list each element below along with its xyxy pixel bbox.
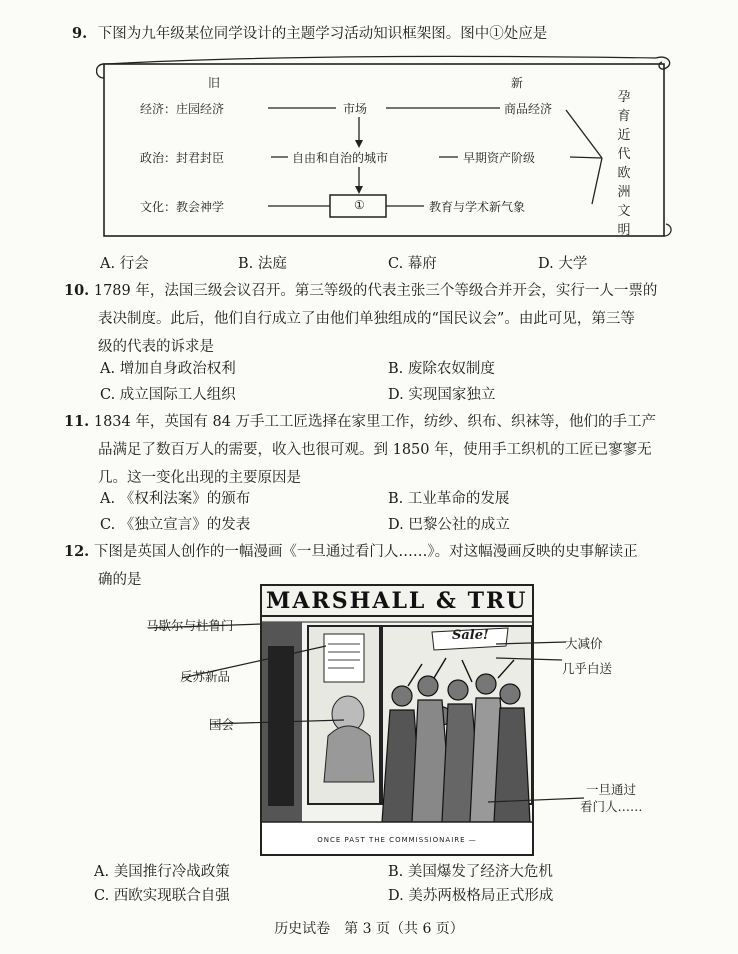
q11-number: 11. (64, 413, 90, 430)
label-big-sale: 大减价 (565, 636, 603, 651)
q9-old-label: 旧 (208, 76, 221, 90)
q9-stem (72, 20, 547, 48)
q9-row2-mid: 自由和自治的城市 (292, 151, 389, 165)
q12-option-d: D. 美苏两极格局正式形成 (388, 888, 554, 904)
label-marshall-truman: 马歇尔与杜鲁门 (146, 618, 234, 633)
q9-row3-label: 文化：教会神学 (140, 200, 225, 214)
q9-row1-right: 商品经济 (504, 102, 553, 116)
q9-number: 9. (72, 25, 88, 42)
q9-new-label: 新 (511, 76, 524, 90)
q12-number: 12. (64, 543, 90, 560)
q9-row2-right: 早期资产阶级 (463, 151, 536, 165)
q12-option-c: C. 西欧实现联合自强 (94, 888, 230, 904)
q9-option-a: A. 行会 (100, 256, 149, 272)
q11-option-d: D. 巴黎公社的成立 (388, 517, 510, 533)
q9-stem-text: 下图为九年级某位同学设计的主题学习活动知识框架图。图中①处应是 (97, 26, 548, 42)
q12-option-b: B. 美国爆发了经济大危机 (388, 864, 553, 880)
q10-option-b: B. 废除农奴制度 (388, 361, 495, 377)
label-almost-free: 几乎白送 (562, 661, 613, 676)
cartoon-sign: MARSHALL & TRU (266, 588, 528, 614)
q9-right-column: 孕 育 近 代 欧 洲 文 明 (617, 90, 631, 238)
q11-option-b: B. 工业革命的发展 (388, 491, 510, 507)
q9-row2-label: 政治：封君封臣 (140, 151, 225, 165)
q9-option-d: D. 大学 (538, 256, 588, 272)
label-once-past-1: 一旦通过 (586, 782, 637, 797)
q11-option-c: C. 《独立宣言》的发表 (100, 517, 251, 533)
q11-option-a: A. 《权利法案》的颁布 (100, 491, 251, 507)
q12-stem: 12. 下图是英国人创作的一幅漫画《一旦通过看门人……》。对这幅漫画反映的史事解读正 确的是 (64, 543, 638, 588)
q10-number: 10. (64, 282, 90, 299)
q12-option-a: A. 美国推行冷战政策 (94, 864, 230, 880)
label-once-past-2: 看门人…… (580, 799, 643, 814)
q10-option-c: C. 成立国际工人组织 (100, 387, 236, 403)
q10-stem: 10. 1789 年，法国三级会议召开。第三等级的代表主张三个等级合并开会，实行一人一票的 表决制度。此后，他们自行成立了由他们单独组成的“国民议会”。由此可见，第三等 级的代表的诉求是 (64, 282, 658, 355)
cartoon-sale-sign: Sale! (452, 628, 489, 643)
q10-option-d: D. 实现国家独立 (388, 387, 496, 403)
page-footer: 历史试卷 第 3 页（共 6 页） (274, 921, 464, 937)
q9-row3-right: 教育与学术新气象 (429, 200, 526, 214)
q9-row1-label: 经济：庄园经济 (140, 102, 225, 116)
q10-option-a: A. 增加自身政治权利 (100, 361, 236, 377)
q9-option-c: C. 幕府 (388, 256, 437, 272)
label-congress: 国会 (209, 717, 235, 732)
q9-option-b: B. 法庭 (238, 256, 287, 272)
cartoon-caption: ONCE PAST THE COMMISSIONAIRE — (317, 836, 477, 844)
q11-stem: 11. 1834 年，英国有 84 万手工工匠选择在家里工作，纺纱、织布、织袜等，他们的手工产 品满足了数百万人的需要，收入也很可观。到 1850 年，使用手工织机的工匠已寥寥无 几。这一变化出现的主要原因是 (64, 413, 657, 486)
q9-row1-mid: 市场 (343, 102, 368, 116)
q9-circled-one: ① (354, 198, 365, 212)
label-anti-soviet: 反苏新品 (180, 669, 231, 684)
